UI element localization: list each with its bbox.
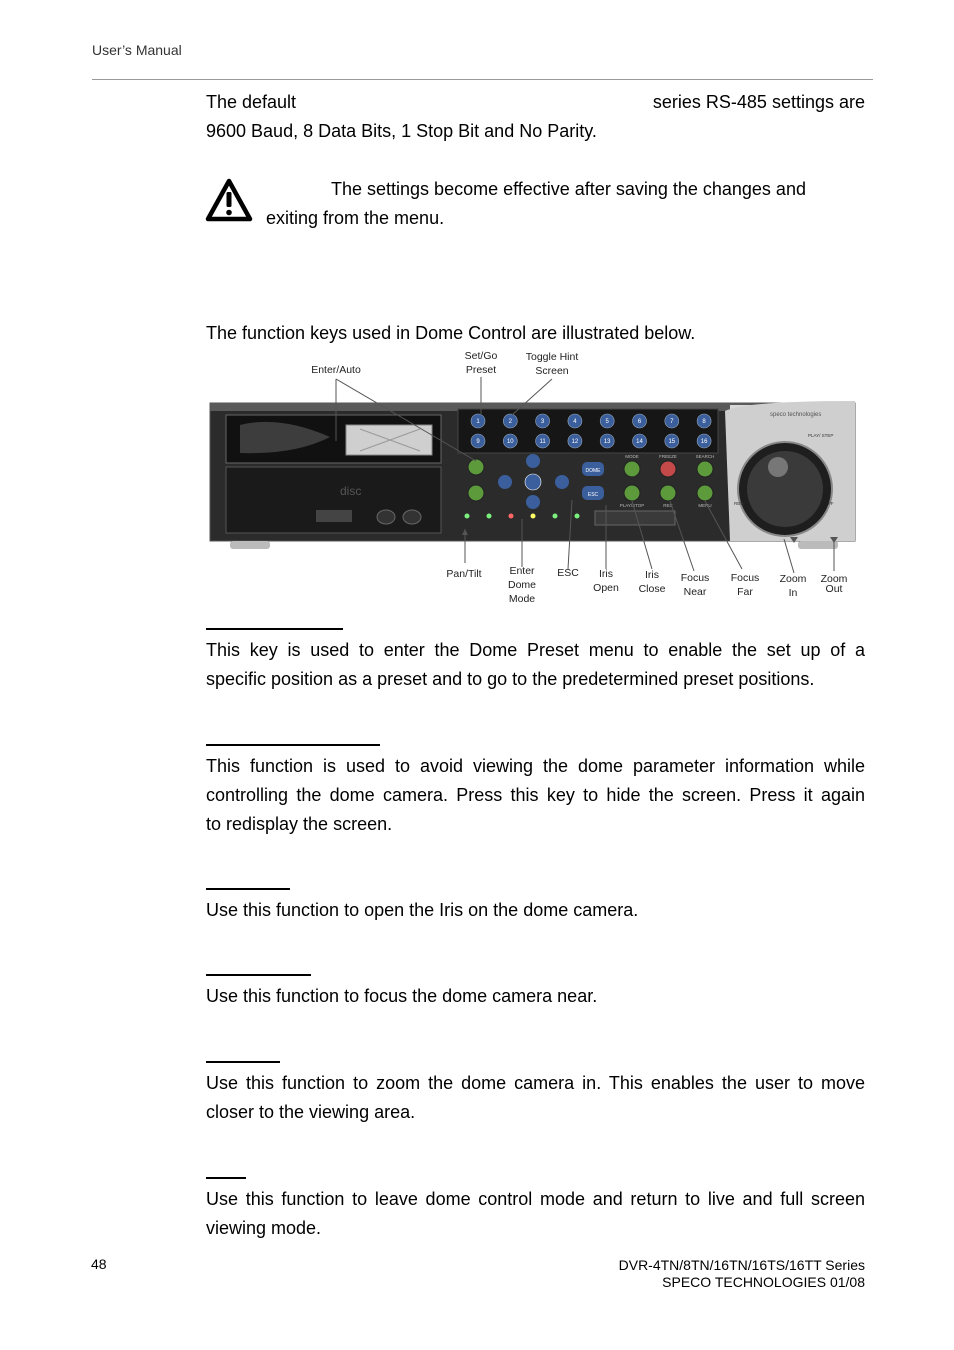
intro-line-1-right: series RS-485 settings are <box>652 92 865 112</box>
footer-model: DVR-4TN/8TN/16TN/16TS/16TT Series <box>618 1257 865 1273</box>
brand-label: speco technologies <box>770 412 822 418</box>
label-setgo-2: Preset <box>465 364 497 376</box>
label-enter-1: Enter <box>509 565 535 577</box>
camera-key-label-9: 9 <box>476 439 480 446</box>
section-2-line-1: This function is used to avoid viewing the dome parameter information while <box>206 756 865 776</box>
section-heading-rule-6 <box>206 1177 246 1179</box>
led-2 <box>487 514 492 519</box>
warning-triangle-icon <box>205 177 253 223</box>
footer-company: SPECO TECHNOLOGIES 01/08 <box>662 1274 865 1290</box>
label-iris-close-2: Close <box>638 583 666 595</box>
section-2-line-3: to redisplay the screen. <box>206 814 393 834</box>
mode-label: MODE <box>625 454 639 459</box>
label-iris-open-2: Open <box>593 582 619 594</box>
search-key <box>697 461 713 477</box>
rec-label: REC <box>663 503 673 508</box>
section-6-line-1: Use this function to leave dome control mode and return to live and full screen <box>206 1189 865 1209</box>
section-5-line-2: closer to the viewing area. <box>206 1102 416 1122</box>
freeze-key <box>660 461 676 477</box>
label-esc: ESC <box>557 567 579 579</box>
camera-key-label-8: 8 <box>702 419 706 426</box>
disc-logo-text: disc <box>340 484 362 498</box>
freeze-label: FREEZE <box>659 454 677 459</box>
note-line-1: The settings become effective after saving the changes and <box>331 179 806 199</box>
label-zoom-out-2: Out <box>825 583 843 595</box>
led-3 <box>509 514 514 519</box>
label-zoom-in-2: In <box>788 587 798 599</box>
dome-key-label: DOME <box>585 468 601 474</box>
intro-line-2: 9600 Baud, 8 Data Bits, 1 Stop Bit and No Parity. <box>206 121 597 141</box>
camera-key-label-6: 6 <box>637 419 642 426</box>
camera-key-label-11: 11 <box>539 439 546 446</box>
label-focus-far-1: Focus <box>730 572 760 584</box>
section-1-line-2: specific position as a preset and to go to the predetermined preset positions. <box>206 669 815 689</box>
label-setgo-1: Set/Go <box>464 350 498 362</box>
right-arrow-key <box>555 475 569 489</box>
pantilt-aux-key <box>468 485 484 501</box>
camera-key-label-14: 14 <box>636 439 643 446</box>
label-zoom-in-1: Zoom <box>779 573 807 585</box>
label-enter-auto: Enter/Auto <box>311 364 361 376</box>
menu-key <box>697 485 713 501</box>
led-4 <box>531 514 536 519</box>
section-1-line-1: This key is used to enter the Dome Preset menu to enable the set up of a <box>206 640 865 660</box>
camera-key-label-4: 4 <box>573 419 577 426</box>
led-5 <box>553 514 558 519</box>
section-2-line-2: controlling the dome camera. Press this key to hide the screen. Press it again <box>206 785 865 805</box>
figure-intro: The function keys used in Dome Control are illustrated below. <box>206 323 696 343</box>
dvr-front-panel-figure <box>200 345 865 607</box>
enter-auto-key <box>468 459 484 475</box>
left-arrow-key <box>498 475 512 489</box>
label-hint-2: Screen <box>535 365 569 377</box>
jog-knob <box>768 457 788 477</box>
ff-label: FF <box>828 501 834 506</box>
section-heading-rule-1 <box>206 628 343 630</box>
page-number: 48 <box>91 1256 107 1272</box>
camera-key-label-12: 12 <box>571 439 579 446</box>
section-6-line-2: viewing mode. <box>206 1218 322 1238</box>
playstep-label: PLAY/ STEP <box>808 433 834 438</box>
camera-key-label-7: 7 <box>670 419 674 426</box>
enter-key <box>525 474 541 490</box>
label-zoom-out-1: Zoom <box>820 573 848 585</box>
section-5-line-1: Use this function to zoom the dome camera in. This enables the user to move <box>206 1073 865 1093</box>
label-iris-open-1: Iris <box>599 568 613 580</box>
menu-label: MENU <box>698 503 712 508</box>
running-header: User’s Manual <box>92 42 182 58</box>
intro-line-1-left: The default <box>206 92 297 112</box>
led-1 <box>465 514 470 519</box>
camera-key-label-3: 3 <box>540 419 545 426</box>
foot-left <box>230 541 270 549</box>
label-focus-near-2: Near <box>683 586 707 598</box>
down-arrow-key <box>526 495 540 509</box>
esc-key-label: ESC <box>587 492 599 498</box>
camera-key-label-2: 2 <box>508 419 512 426</box>
up-arrow-key <box>526 454 540 468</box>
search-label: SEARCH <box>695 454 715 459</box>
section-heading-rule-2 <box>206 744 380 746</box>
label-enter-3: Mode <box>508 593 536 605</box>
note-line-2: exiting from the menu. <box>266 208 445 228</box>
camera-key-label-10: 10 <box>506 439 514 446</box>
label-enter-2: Dome <box>507 579 537 591</box>
header-divider <box>92 79 873 80</box>
section-heading-rule-4 <box>206 974 311 976</box>
camera-key-label-13: 13 <box>603 439 611 446</box>
label-focus-far-2: Far <box>737 586 753 598</box>
led-6 <box>575 514 580 519</box>
label-iris-close-1: Iris <box>645 569 659 581</box>
rec-key <box>660 485 676 501</box>
camera-key-label-1: 1 <box>476 419 480 426</box>
camera-key-label-16: 16 <box>700 439 708 446</box>
section-4-line-1: Use this function to focus the dome camera near. <box>206 986 598 1006</box>
rew-label: REW <box>734 501 745 506</box>
section-heading-rule-5 <box>206 1061 280 1063</box>
label-pantilt: Pan/Tilt <box>446 568 482 580</box>
label-hint-1: Toggle Hint <box>525 351 579 363</box>
playstop-key <box>624 485 640 501</box>
mode-key <box>624 461 640 477</box>
camera-key-label-15: 15 <box>668 439 676 446</box>
foot-right <box>798 541 838 549</box>
label-focus-near-1: Focus <box>680 572 710 584</box>
camera-key-label-5: 5 <box>605 419 609 426</box>
section-heading-rule-3 <box>206 888 290 890</box>
playstop-label: PLAY/STOP <box>619 503 645 508</box>
section-3-line-1: Use this function to open the Iris on the dome camera. <box>206 900 639 920</box>
